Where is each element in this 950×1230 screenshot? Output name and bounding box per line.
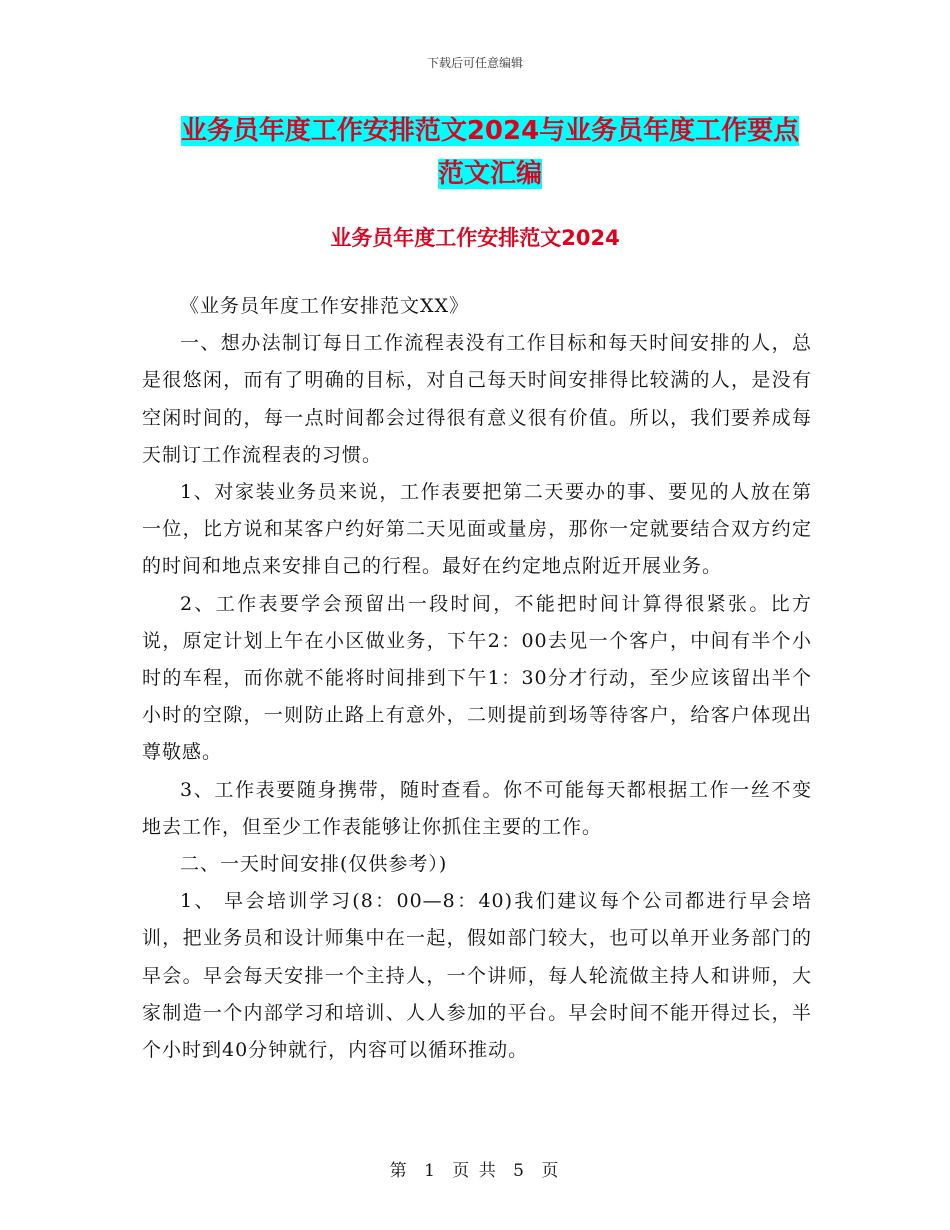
header-note: 下载后可任意编辑 [426, 56, 523, 70]
document-title-line-1: 业务员年度工作安排范文2024与业务员年度工作要点 [180, 116, 800, 146]
section-title: 业务员年度工作安排范文2024 [330, 226, 620, 250]
document-title-line-2: 范文汇编 [437, 159, 542, 189]
paragraph: 1、 早会培训学习(8：00—8：40)我们建议每个公司都进行早会培训，把业务员和设计师集中在一起，假如部门较大，也可以单开业务部门的早会。早会每天安排一个主持人，一个讲师，每人轮流做主持人和讲师，大家制造一个内部学习和培训、人人参加的平台。早会时间不能开得过长，半个小时到40分钟就行，内容可以循环推动。 [142, 890, 812, 1062]
footer-page-number: 1 [424, 1161, 437, 1181]
paragraph: 二、一天时间安排(仅供参考）) [180, 853, 448, 876]
document-title [140, 110, 840, 196]
paragraph: 《业务员年度工作安排范文XX》 [180, 295, 470, 317]
document-body [142, 288, 812, 1069]
paragraph: 2、工作表要学会预留出一段时间，不能把时间计算得很紧张。比方说，原定计划上午在小区做业务，下午2：00去见一个客户，中间有半个小时的车程，而你就不能将时间排到下午1：30分才行动，至少应该留出半个小时的空隙，一则防止路上有意外，二则提前到场等待客户，给客户体现出尊敬感。 [142, 592, 812, 764]
paragraph: 3、工作表要随身携带，随时查看。你不可能每天都根据工作一丝不变地去工作，但至少工作表能够让你抓住主要的工作。 [142, 778, 812, 838]
footer-suffix: 页 [541, 1161, 561, 1181]
paragraph: 一、想办法制订每日工作流程表没有工作目标和每天时间安排的人，总是很悠闲，而有了明确的目标，对自己每天时间安排得比较满的人，是没有空闲时间的，每一点时间都会过得很有意义很有价值。所以，我们要养成每天制订工作流程表的习惯。 [142, 332, 812, 466]
footer-total-pages: 5 [513, 1161, 526, 1181]
paragraph: 1、对家装业务员来说，工作表要把第二天要办的事、要见的人放在第一位，比方说和某客户约好第二天见面或量房，那你一定就要结合双方约定的时间和地点来安排自己的行程。最好在约定地点附近开展业务。 [142, 481, 812, 578]
footer-middle: 页 共 [452, 1161, 498, 1181]
page-footer [0, 1156, 950, 1181]
footer-prefix: 第 [389, 1161, 409, 1181]
